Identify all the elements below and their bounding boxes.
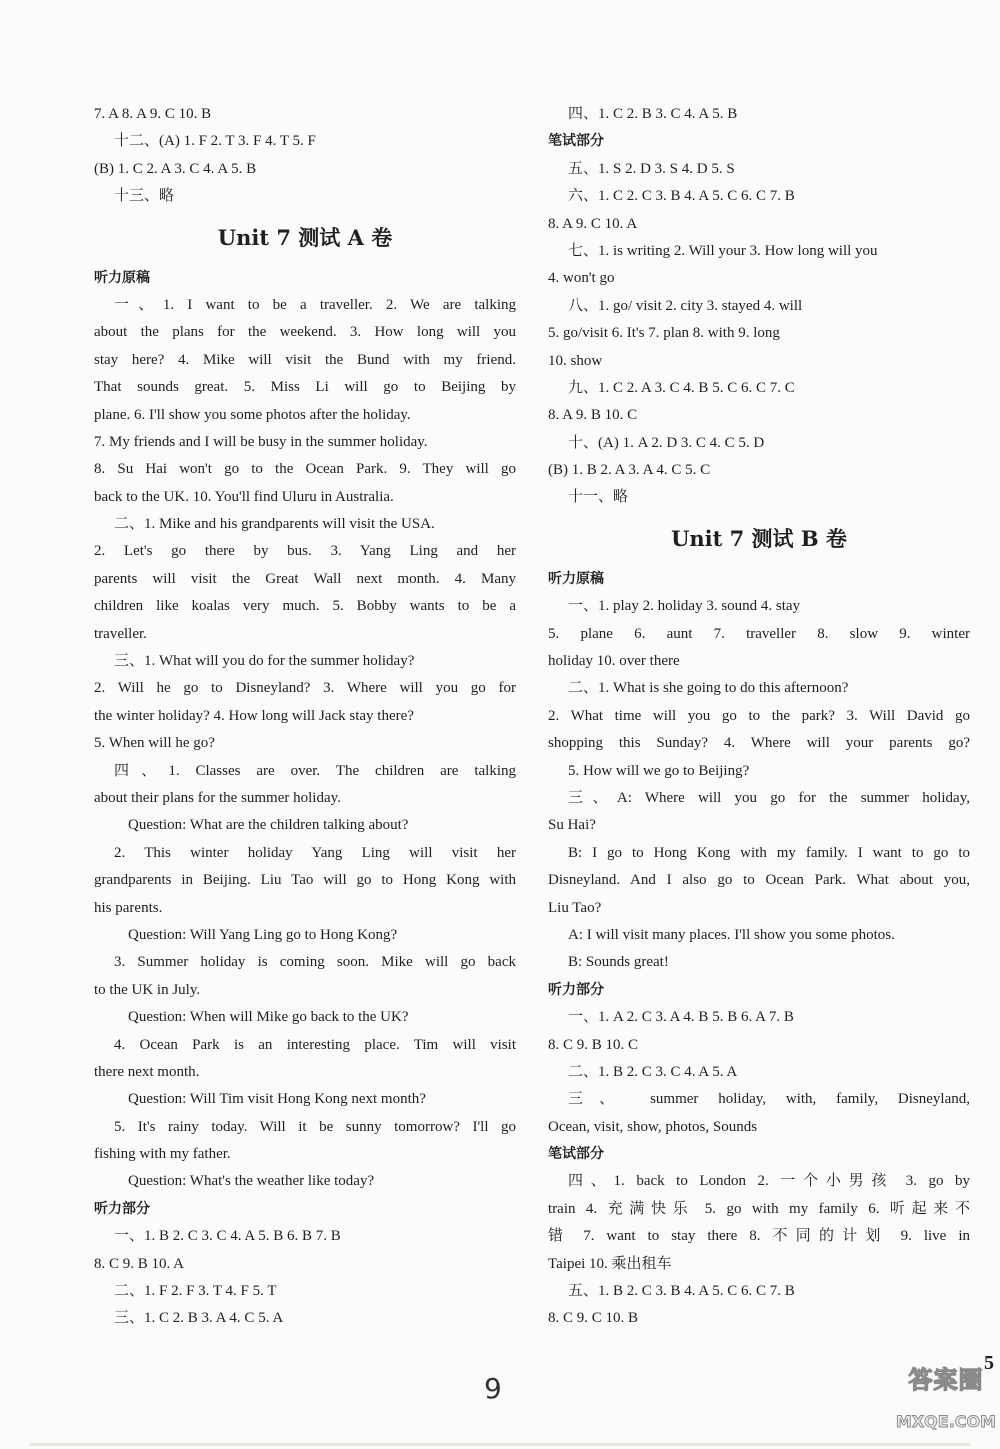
text-line: there next month.: [94, 1063, 200, 1080]
text-line: B: I go to Hong Kong with my family. I want to go to: [568, 844, 970, 861]
handwritten-mark: 9: [484, 1372, 502, 1405]
text-line: 三、A: Where will you go for the summer holiday,: [568, 789, 970, 806]
text-line: 5. go/visit 6. It's 7. plan 8. with 9. long: [548, 325, 780, 342]
text-line: 8. A 9. C 10. A: [548, 215, 638, 232]
text-line: Question: Will Tim visit Hong Kong next month?: [128, 1091, 426, 1108]
text-line: (B) 1. C 2. A 3. C 4. A 5. B: [94, 160, 257, 177]
text-line: That sounds great. 5. Miss Li will go to Beijing by: [94, 379, 516, 396]
text-line: 十三、略: [114, 188, 175, 205]
text-line: 十二、(A) 1. F 2. T 3. F 4. T 5. F: [114, 133, 316, 150]
text-line: holiday 10. over there: [548, 653, 680, 670]
text-line: 3. Summer holiday is coming soon. Mike will go back: [114, 954, 516, 971]
text-line: 7. My friends and I will be busy in the summer holiday.: [94, 433, 428, 450]
text-line: 5. When will he go?: [94, 735, 215, 752]
text-line: 5. How will we go to Beijing?: [568, 762, 750, 779]
text-line: 十、(A) 1. A 2. D 3. C 4. C 5. D: [568, 434, 765, 451]
text-line: 2. Will he go to Disneyland? 3. Where will you go for: [94, 680, 516, 697]
text-line: 4. won't go: [548, 270, 615, 287]
right-column: [548, 101, 970, 1333]
text-line: 三、 summer holiday, with, family, Disneyland,: [568, 1091, 970, 1108]
text-line: children like koalas very much. 5. Bobby wants to be a: [94, 598, 516, 615]
left-column: [94, 101, 516, 1333]
text-line: 一、1. play 2. holiday 3. sound 4. stay: [568, 598, 801, 615]
text-line: 2. Let's go there by bus. 3. Yang Ling and her: [94, 543, 516, 560]
section-heading: 笔试部分: [548, 1146, 604, 1163]
text-line: back to the UK. 10. You'll find Uluru in Australia.: [94, 488, 394, 505]
text-line: Su Hai?: [548, 817, 596, 834]
text-line: about the plans for the weekend. 3. How long will you: [94, 324, 516, 341]
unit-heading: Unit 7 测试 B 卷: [671, 525, 847, 551]
text-line: 八、1. go/ visit 2. city 3. stayed 4. will: [568, 297, 803, 314]
text-line: 四、1. Classes are over. The children are talking: [114, 762, 516, 779]
text-line: 2. What time will you go to the park? 3. Will David go: [548, 707, 970, 724]
text-line: train 4. 充满快乐 5. go with my family 6. 听起来不: [548, 1200, 970, 1217]
text-line: 10. show: [548, 352, 603, 369]
text-line: 五、1. B 2. C 3. B 4. A 5. C 6. C 7. B: [568, 1283, 795, 1300]
page-number: 5: [984, 1352, 994, 1374]
text-line: 5. plane 6. aunt 7. traveller 8. slow 9. winter: [548, 625, 970, 642]
text-line: B: Sounds great!: [568, 954, 669, 971]
text-line: 九、1. C 2. A 3. C 4. B 5. C 6. C 7. C: [568, 379, 795, 396]
text-line: Question: What are the children talking about?: [128, 817, 409, 834]
text-line: 8. C 9. B 10. A: [94, 1255, 185, 1272]
text-line: grandparents in Beijing. Liu Tao will go to Hong Kong with: [94, 872, 516, 889]
text-line: Liu Tao?: [548, 899, 602, 916]
text-line: 一、1. A 2. C 3. A 4. B 5. B 6. A 7. B: [568, 1009, 794, 1026]
text-line: 2. This winter holiday Yang Ling will visit her: [114, 844, 516, 861]
text-line: 8. C 9. B 10. C: [548, 1036, 639, 1053]
text-line: shopping this Sunday? 4. Where will your parents go?: [548, 735, 970, 752]
watermark-en: MXQE.COM: [895, 1412, 997, 1431]
text-line: 一、1. I want to be a traveller. 2. We are talking: [114, 296, 516, 313]
text-line: 二、1. What is she going to do this afternoon?: [568, 680, 849, 697]
text-line: 错 7. want to stay there 8. 不同的计划 9. live in: [548, 1228, 970, 1245]
text-line: parents will visit the Great Wall next month. 4. Many: [94, 570, 516, 587]
text-line: 二、1. F 2. F 3. T 4. F 5. T: [114, 1283, 277, 1300]
text-line: 二、1. B 2. C 3. C 4. A 5. A: [568, 1063, 738, 1080]
text-line: 二、1. Mike and his grandparents will visit the USA.: [114, 516, 435, 533]
text-line: 5. It's rainy today. Will it be sunny tomorrow? I'll go: [114, 1118, 516, 1135]
text-line: 七、1. is writing 2. Will your 3. How long will you: [568, 242, 878, 259]
text-line: fishing with my father.: [94, 1146, 231, 1163]
watermark-cn: 答案圈: [908, 1366, 984, 1394]
section-heading: 听力部分: [94, 1200, 150, 1217]
bottom-edge: [30, 1443, 970, 1446]
section-heading: 听力原稿: [94, 269, 150, 286]
text-line: 五、1. S 2. D 3. S 4. D 5. S: [568, 160, 735, 177]
text-line: traveller.: [94, 625, 147, 642]
text-line: his parents.: [94, 899, 163, 916]
text-line: Ocean, visit, show, photos, Sounds: [548, 1118, 758, 1135]
text-line: Question: When will Mike go back to the UK?: [128, 1009, 409, 1026]
text-line: 8. A 9. B 10. C: [548, 407, 638, 424]
text-line: 四、1. C 2. B 3. C 4. A 5. B: [568, 106, 738, 122]
text-line: plane. 6. I'll show you some photos after the holiday.: [94, 406, 411, 423]
text-line: to the UK in July.: [94, 981, 201, 998]
text-line: about their plans for the summer holiday.: [94, 789, 341, 806]
text-line: 4. Ocean Park is an interesting place. Tim will visit: [114, 1036, 516, 1053]
text-line: 十一、略: [568, 489, 629, 506]
text-line: Disneyland. And I also go to Ocean Park. What about you,: [548, 872, 970, 889]
section-heading: 听力原稿: [548, 570, 604, 587]
text-line: 一、1. B 2. C 3. C 4. A 5. B 6. B 7. B: [114, 1228, 341, 1245]
text-line: 三、1. What will you do for the summer holiday?: [114, 653, 415, 670]
text-line: (B) 1. B 2. A 3. A 4. C 5. C: [548, 462, 711, 479]
text-line: 六、1. C 2. C 3. B 4. A 5. C 6. C 7. B: [568, 188, 795, 205]
text-line: Taipei 10. 乘出租车: [548, 1255, 672, 1272]
section-heading: 笔试部分: [548, 133, 604, 150]
text-line: 8. Su Hai won't go to the Ocean Park. 9. They will go: [94, 461, 516, 478]
text-line: 8. C 9. C 10. B: [548, 1310, 639, 1327]
section-heading: 听力部分: [548, 981, 604, 998]
text-line: stay here? 4. Mike will visit the Bund with my friend.: [94, 351, 516, 368]
text-line: Question: Will Yang Ling go to Hong Kong?: [128, 926, 398, 943]
unit-heading: Unit 7 测试 A 卷: [217, 224, 393, 250]
text-line: 四、1. back to London 2. 一个小男孩 3. go by: [568, 1173, 970, 1190]
text-line: 7. A 8. A 9. C 10. B: [94, 106, 212, 122]
text-line: 三、1. C 2. B 3. A 4. C 5. A: [114, 1310, 284, 1327]
text-line: A: I will visit many places. I'll show you some photos.: [568, 926, 895, 943]
text-line: Question: What's the weather like today?: [128, 1173, 375, 1190]
watermark-logo: [894, 1360, 998, 1446]
text-line: the winter holiday? 4. How long will Jack stay there?: [94, 707, 414, 724]
